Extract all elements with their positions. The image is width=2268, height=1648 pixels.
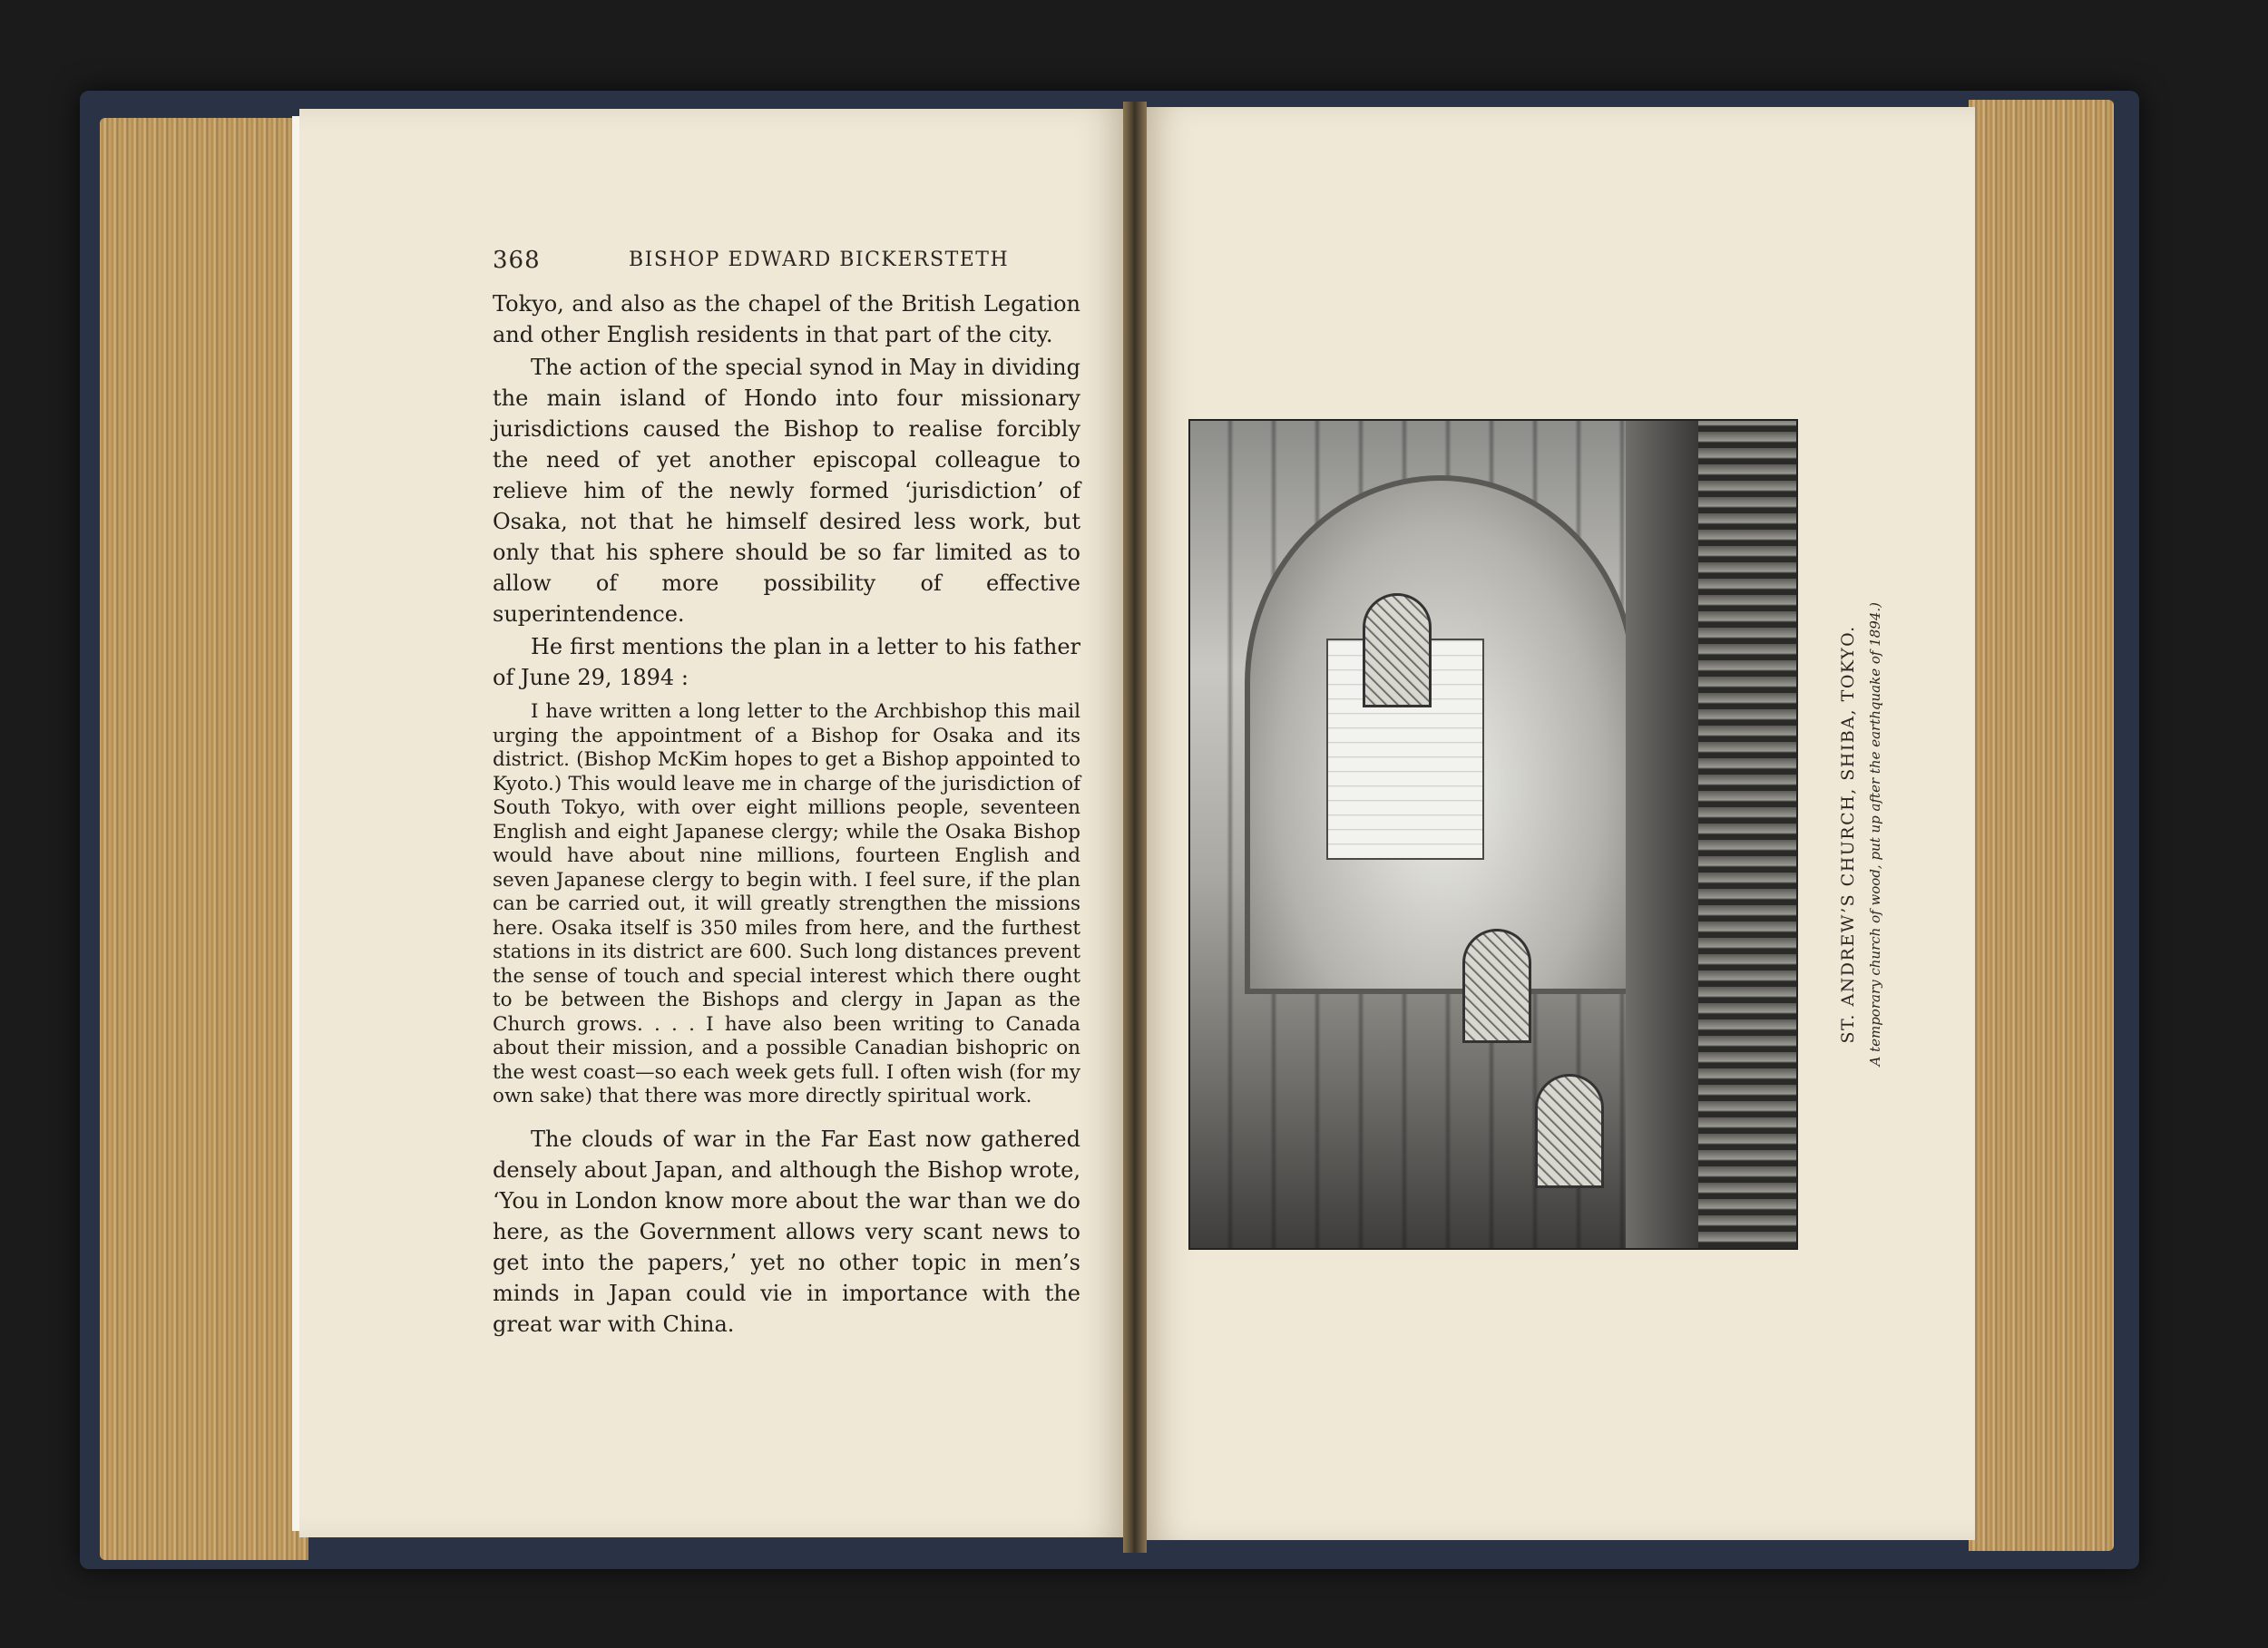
photo-caption [1829, 345, 1892, 1324]
running-head-title: BISHOP EDWARD BICKERSTETH [629, 249, 1010, 271]
letter-quote: I have written a long letter to the Archbishop this mail urging the appointment of a Bishop for Osaka and its district. (Bishop McKim hopes to get a Bishop appointed to Kyoto.) This would leave me in charge of the jurisdiction of South Tokyo, with over eight millions people, seventeen English and eight Japanese clergy; while the Osaka Bishop would have about nine millions, fourteen English and seven Japanese clergy to begin with. I feel sure, if the plan can be carried out, it will greatly strengthen the missions here. Osaka itself is 350 miles from here, and the furthest stations in its district are 600. Such long distances prevent the sense of touch and special interest which there ought to be between the Bishops and clergy in Japan as the Church grows. . . . I have also been writing to Canada about their mission, and a possible Canadian bishopric on the west coast—so each week gets full. I often wish (for my own sake) that there was more directly spiritual work. [493, 700, 1080, 1107]
book-gutter [1123, 102, 1147, 1553]
paragraph-1: Tokyo, and also as the chapel of the British Legation and other English residents in that part of the city. [493, 291, 1080, 347]
stained-glass-window [1462, 929, 1531, 1043]
paragraph-3: He first mentions the plan in a letter to his father of June 29, 1894 : [493, 634, 1080, 690]
church-interior-photograph [1188, 419, 1798, 1250]
body-text [493, 288, 1080, 1341]
stained-glass-window [1363, 593, 1432, 707]
caption-title: ST. ANDREW’S CHURCH, SHIBA, TOKYO. [1838, 625, 1858, 1044]
paragraph-2: The action of the special synod in May in dividing the main island of Hondo into four missionary jurisdictions caused the Bishop to realise forcibly the need of yet another episcopal colleague to relieve him of the newly formed ‘jurisdiction’ of Osaka, not that he himself desired less work, but only that his sphere should be so far limited as to allow of more possibility of effective superintendence. [493, 355, 1080, 627]
page-number: 368 [493, 247, 541, 274]
paragraph-4: The clouds of war in the Far East now gathered densely about Japan, and although the Bishop wrote, ‘You in London know more about the war than we do here, as the Government allows very scant news to get into the papers,’ yet no other topic in men’s minds in Japan could vie in importance with the great war with China. [493, 1126, 1080, 1337]
pews [1698, 421, 1796, 1248]
aisle-floor [1626, 421, 1698, 1248]
running-head [493, 247, 1082, 283]
stained-glass-window [1535, 1074, 1604, 1188]
caption-subtitle: A temporary church of wood, put up after the earthquake of 1894.) [1867, 602, 1883, 1067]
page-edges-left [100, 118, 308, 1560]
page-edges-right [1969, 100, 2114, 1551]
